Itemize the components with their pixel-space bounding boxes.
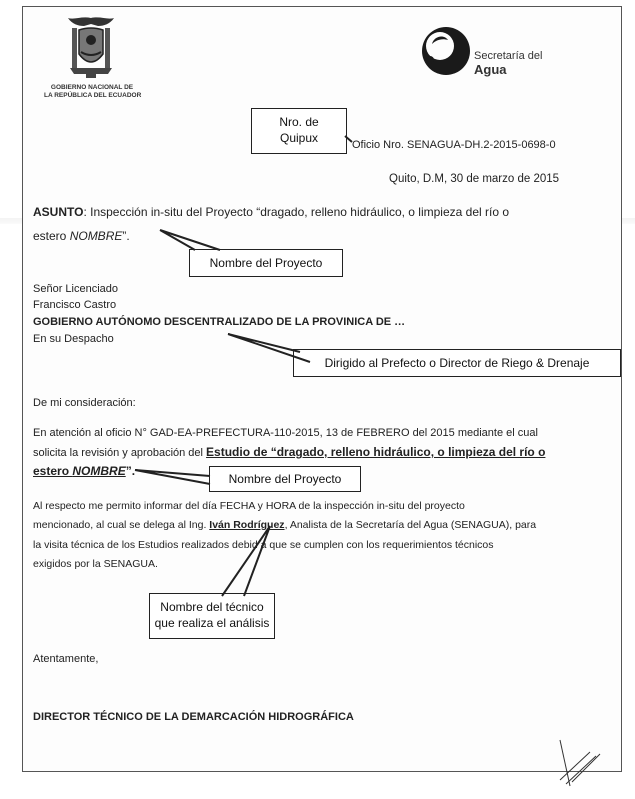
secretaria-label-line1: Secretaría del [474,50,543,62]
callout-quipux [251,108,347,154]
oficio-date: Quito, D.M, 30 de marzo de 2015 [389,173,560,185]
asunto-line2-pre: estero [33,229,70,243]
p1-line2 [33,445,545,460]
gov-label [44,84,140,100]
p2-line4: exigidos por la SENAGUA. [33,558,158,570]
p2-line3: la visita técnica de los Estudios realizados debid a que se cumplen con los requerimientos técnicos [33,539,494,551]
recipient-name: Francisco Castro [33,299,117,311]
callout-quipux-line2: Quipux [279,131,319,145]
closing: Atentamente, [33,653,99,665]
callout-dirigido: Dirigido al Prefecto o Director de Riego & Drenaje [293,349,621,377]
callout-tecnico-line1: Nombre del técnico [160,600,264,614]
p1-line3-post: ”. [125,464,136,478]
callout-proyecto-1: Nombre del Proyecto [189,249,343,277]
p1-line3 [33,464,135,478]
p2-technician-name: Iván Rodríguez [209,519,285,531]
p2-line1: Al respecto me permito informar del día FECHA y HORA de la inspección in-situ del proyecto [33,500,465,512]
greeting: De mi consideración: [33,397,136,409]
callout-proyecto-2: Nombre del Proyecto [209,466,361,492]
recipient-org: GOBIERNO AUTÓNOMO DESCENTRALIZADO DE LA PROVINICA DE … [33,316,406,328]
secretaria-label-line2: Agua [474,62,507,77]
p1-line1: En atención al oficio N° GAD-EA-PREFECTURA-110-2015, 13 de FEBRERO del 2015 mediante el cual [33,427,538,439]
recipient-office: En su Despacho [33,333,114,345]
ecuador-coat-of-arms-icon [62,14,120,84]
p2-line2-pre: mencionado, al cual se delega al Ing. [33,519,210,531]
asunto-text: : Inspección in-situ del Proyecto “dragado, relleno hidráulico, o limpieza del río o [83,205,510,219]
p2-line2-post: , Analista de la Secretaría del Agua (SENAGUA), para [284,519,537,531]
p1-line3-pre: estero [33,464,73,478]
secretaria-agua-logo-icon [418,24,470,78]
signature-title: DIRECTOR TÉCNICO DE LA DEMARCACIÓN HIDROGRÁFICA [33,711,354,723]
recipient-title: Señor Licenciado [33,283,119,295]
asunto-line2-post: ”. [122,229,130,243]
oficio-number: Oficio Nro. SENAGUA-DH.2-2015-0698-0 [352,139,556,151]
asunto-line1 [33,205,509,219]
p1-study-title: Estudio de “dragado, relleno hidráulico, o limpieza del río o [206,445,546,459]
asunto-project-name: NOMBRE [69,229,123,243]
callout-tecnico-line2: que realiza el análisis [154,616,270,630]
gov-label-line1: GOBIERNO NACIONAL DE [50,84,134,91]
p1-line2-pre: solicita la revisión y aprobación del [33,447,207,459]
p1-project-name: NOMBRE [72,464,126,478]
gov-label-line2: LA REPÚBLICA DEL ECUADOR [44,92,142,99]
secretaria-label [474,50,542,76]
asunto-line2 [33,229,130,243]
callout-quipux-line1: Nro. de [279,115,319,129]
p2-line2 [33,518,536,532]
asunto-label: ASUNTO [33,205,84,219]
callout-tecnico [149,593,275,639]
